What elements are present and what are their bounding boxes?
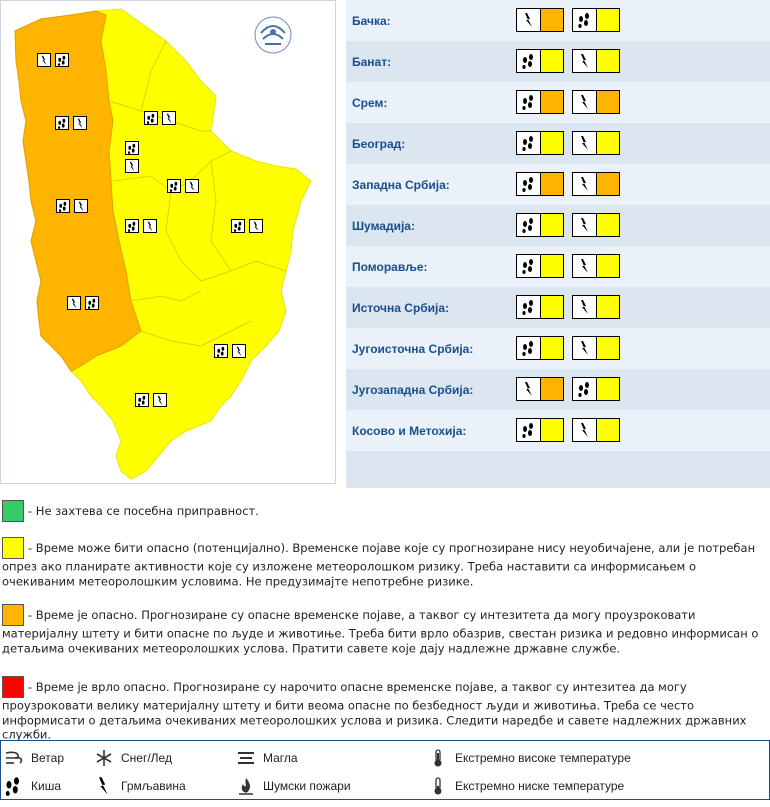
region-warning-1[interactable] <box>516 254 564 278</box>
icon-legend-item <box>427 775 624 797</box>
region-warning-2[interactable] <box>572 131 620 155</box>
lightning-icon <box>573 91 597 113</box>
warning-level-yellow <box>597 296 619 318</box>
region-row[interactable] <box>346 287 770 328</box>
region-row[interactable] <box>346 164 770 205</box>
region-warning-1[interactable] <box>516 377 564 401</box>
rain-icon <box>573 9 597 31</box>
region-name[interactable]: Шумадија: <box>352 218 415 233</box>
icon-legend <box>0 740 770 800</box>
region-warning-2[interactable] <box>572 90 620 114</box>
region-name[interactable]: Срем: <box>352 95 388 110</box>
region-name[interactable]: Југозападна Србија: <box>352 382 474 397</box>
warning-level-orange <box>541 91 563 113</box>
icon-legend-item <box>235 775 351 797</box>
icon-legend-item <box>93 775 186 797</box>
icon-legend-item <box>3 747 64 769</box>
rain-icon <box>231 219 245 233</box>
warning-level-yellow <box>597 419 619 441</box>
warning-level-yellow <box>597 337 619 359</box>
rain-icon <box>517 132 541 154</box>
rain-icon <box>85 296 99 310</box>
region-row[interactable] <box>346 246 770 287</box>
lightning-icon <box>517 378 541 400</box>
icon-legend-label: Шумски пожари <box>263 779 351 793</box>
map-marker[interactable] <box>231 219 263 233</box>
region-warning-1[interactable] <box>516 8 564 32</box>
warning-level-orange <box>597 173 619 195</box>
lightning-icon <box>573 50 597 72</box>
map-marker[interactable] <box>135 393 167 407</box>
lightning-icon <box>153 393 167 407</box>
rain-icon <box>573 378 597 400</box>
warning-level-yellow <box>597 132 619 154</box>
lightning-icon <box>249 219 263 233</box>
icon-legend-label: Снег/Лед <box>121 751 172 765</box>
region-warning-1[interactable] <box>516 418 564 442</box>
wind-icon <box>3 747 25 769</box>
lightning-icon <box>143 219 157 233</box>
warning-level-yellow <box>541 214 563 236</box>
rain-icon <box>517 214 541 236</box>
warning-level-yellow <box>541 337 563 359</box>
region-warning-1[interactable] <box>516 295 564 319</box>
warning-level-orange <box>541 378 563 400</box>
map-marker[interactable] <box>67 296 99 310</box>
lightning-icon <box>73 116 87 130</box>
region-warning-1[interactable] <box>516 213 564 237</box>
rain-icon <box>167 179 181 193</box>
region-row[interactable] <box>346 205 770 246</box>
legend-red-text: - Време је врло опасно. Прогнозиране су нарочито опасне временске појаве, а таквог су интезитеа да могу проузроковати велику материјалну штету и бити веома опасне по безбедност људи и животиња. Треба се често информисати о детаљима очекиваних метеоролошких услова и ризика. Следити наредбе и савете надлежних државних служби. <box>2 680 747 742</box>
region-name[interactable]: Југоисточна Србија: <box>352 341 474 356</box>
map-marker[interactable] <box>55 116 87 130</box>
high-temp-icon <box>427 747 449 769</box>
region-warning-2[interactable] <box>572 213 620 237</box>
lightning-icon <box>573 214 597 236</box>
warning-map <box>0 0 336 484</box>
rain-icon <box>517 337 541 359</box>
region-row[interactable] <box>346 328 770 369</box>
region-warning-1[interactable] <box>516 172 564 196</box>
lightning-icon <box>74 199 88 213</box>
rain-icon <box>517 419 541 441</box>
region-row[interactable] <box>346 41 770 82</box>
region-row[interactable] <box>346 0 770 41</box>
region-name[interactable]: Источна Србија: <box>352 300 450 315</box>
lightning-icon <box>162 111 176 125</box>
icon-legend-label: Грмљавина <box>121 779 186 793</box>
lightning-icon <box>185 179 199 193</box>
icon-legend-item <box>235 747 298 769</box>
icon-legend-item <box>427 747 631 769</box>
region-name[interactable]: Западна Србија: <box>352 177 450 192</box>
lightning-icon <box>573 296 597 318</box>
warning-level-yellow <box>597 214 619 236</box>
warning-level-orange <box>541 9 563 31</box>
warning-level-orange <box>597 91 619 113</box>
region-row[interactable] <box>346 410 770 451</box>
lightning-icon <box>67 296 81 310</box>
warning-level-yellow <box>597 50 619 72</box>
icon-legend-item <box>93 747 172 769</box>
map-marker[interactable] <box>37 53 69 67</box>
region-row[interactable] <box>346 369 770 410</box>
region-warning-2[interactable] <box>572 49 620 73</box>
map-marker[interactable] <box>167 179 199 193</box>
warning-level-yellow <box>597 9 619 31</box>
lightning-icon <box>517 9 541 31</box>
region-warning-2[interactable] <box>572 254 620 278</box>
snow-icon <box>93 747 115 769</box>
warning-level-yellow <box>541 255 563 277</box>
rain-icon <box>56 199 70 213</box>
fog-icon <box>235 747 257 769</box>
region-warning-1[interactable] <box>516 49 564 73</box>
region-warning-2[interactable] <box>572 377 620 401</box>
swatch-orange <box>2 604 24 626</box>
rhmz-logo <box>255 17 291 53</box>
region-name[interactable]: Банат: <box>352 54 392 69</box>
regions-table-filler <box>346 451 770 488</box>
lightning-icon <box>232 344 246 358</box>
lightning-icon <box>93 775 115 797</box>
icon-legend-label: Магла <box>263 751 298 765</box>
icon-legend-label: Екстремно високе температуре <box>455 751 631 765</box>
legend-yellow <box>2 537 768 588</box>
lightning-icon <box>573 132 597 154</box>
region-warning-2[interactable] <box>572 336 620 360</box>
map-marker[interactable] <box>125 159 139 173</box>
region-row[interactable] <box>346 82 770 123</box>
rain-icon <box>55 53 69 67</box>
rain-icon <box>125 141 139 155</box>
icon-legend-label: Екстремно ниске температуре <box>455 779 625 793</box>
legend-green <box>2 500 768 522</box>
legend-orange <box>2 604 768 655</box>
icon-legend-label: Киша <box>31 779 61 793</box>
lightning-icon <box>573 419 597 441</box>
rain-icon <box>517 91 541 113</box>
legend-red <box>2 676 768 742</box>
rain-icon <box>55 116 69 130</box>
region-warning-1[interactable] <box>516 90 564 114</box>
rain-icon <box>214 344 228 358</box>
map-marker[interactable] <box>144 111 176 125</box>
rain-icon <box>125 219 139 233</box>
warning-level-yellow <box>541 296 563 318</box>
warning-level-yellow <box>541 419 563 441</box>
lightning-icon <box>573 173 597 195</box>
regions-table <box>346 0 770 488</box>
region-warning-2[interactable] <box>572 172 620 196</box>
region-name[interactable]: Београд: <box>352 136 406 151</box>
legend-green-text: - Не захтева се посебна приправност. <box>28 504 259 518</box>
serbia-map <box>1 1 337 485</box>
map-marker[interactable] <box>125 141 139 155</box>
rain-icon <box>517 50 541 72</box>
legend-orange-text: - Време је опасно. Прогнозиране су опасне временске појаве, а таквог су интезитета да могу проузроковати материјалну штету и бити опасне по људе и животиње. Треба бити врло обазрив, свестан ризика и редовно информисан о детаљима очекиваних метеоролошких услова. Пратити савете које дају надлежне државне службе. <box>2 608 759 655</box>
region-row[interactable] <box>346 123 770 164</box>
lightning-icon <box>125 159 139 173</box>
map-marker[interactable] <box>125 219 157 233</box>
swatch-red <box>2 676 24 698</box>
swatch-yellow <box>2 537 24 559</box>
fire-icon <box>235 775 257 797</box>
rain-icon <box>517 173 541 195</box>
lightning-icon <box>573 337 597 359</box>
region-warning-1[interactable] <box>516 336 564 360</box>
region-name[interactable]: Бачка: <box>352 13 391 28</box>
region-name[interactable]: Косово и Метохија: <box>352 423 467 438</box>
warning-level-yellow <box>541 132 563 154</box>
region-warning-2[interactable] <box>572 295 620 319</box>
rain-icon <box>135 393 149 407</box>
warning-level-yellow <box>597 378 619 400</box>
lightning-icon <box>37 53 51 67</box>
rain-icon <box>517 255 541 277</box>
region-warning-1[interactable] <box>516 131 564 155</box>
rain-icon <box>3 775 25 797</box>
rain-icon <box>517 296 541 318</box>
rain-icon <box>144 111 158 125</box>
warning-level-yellow <box>597 255 619 277</box>
lightning-icon <box>573 255 597 277</box>
icon-legend-label: Ветар <box>31 751 64 765</box>
region-warning-2[interactable] <box>572 418 620 442</box>
icon-legend-item <box>3 775 61 797</box>
map-marker[interactable] <box>56 199 88 213</box>
low-temp-icon <box>427 775 449 797</box>
warning-level-yellow <box>541 50 563 72</box>
swatch-green <box>2 500 24 522</box>
legend-yellow-text: - Време може бити опасно (потенцијално). Временске појаве које су прогнозиране нису неуобичајене, али је потребан опрез ако планирате активности које су изложене метеоролошком ризику. Треба наставити са информисањем о очекиваним метеоролошким условима. Не предузимајте непотребне ризике. <box>2 541 756 588</box>
warning-level-orange <box>541 173 563 195</box>
region-name[interactable]: Поморавље: <box>352 259 428 274</box>
map-marker[interactable] <box>214 344 246 358</box>
region-warning-2[interactable] <box>572 8 620 32</box>
